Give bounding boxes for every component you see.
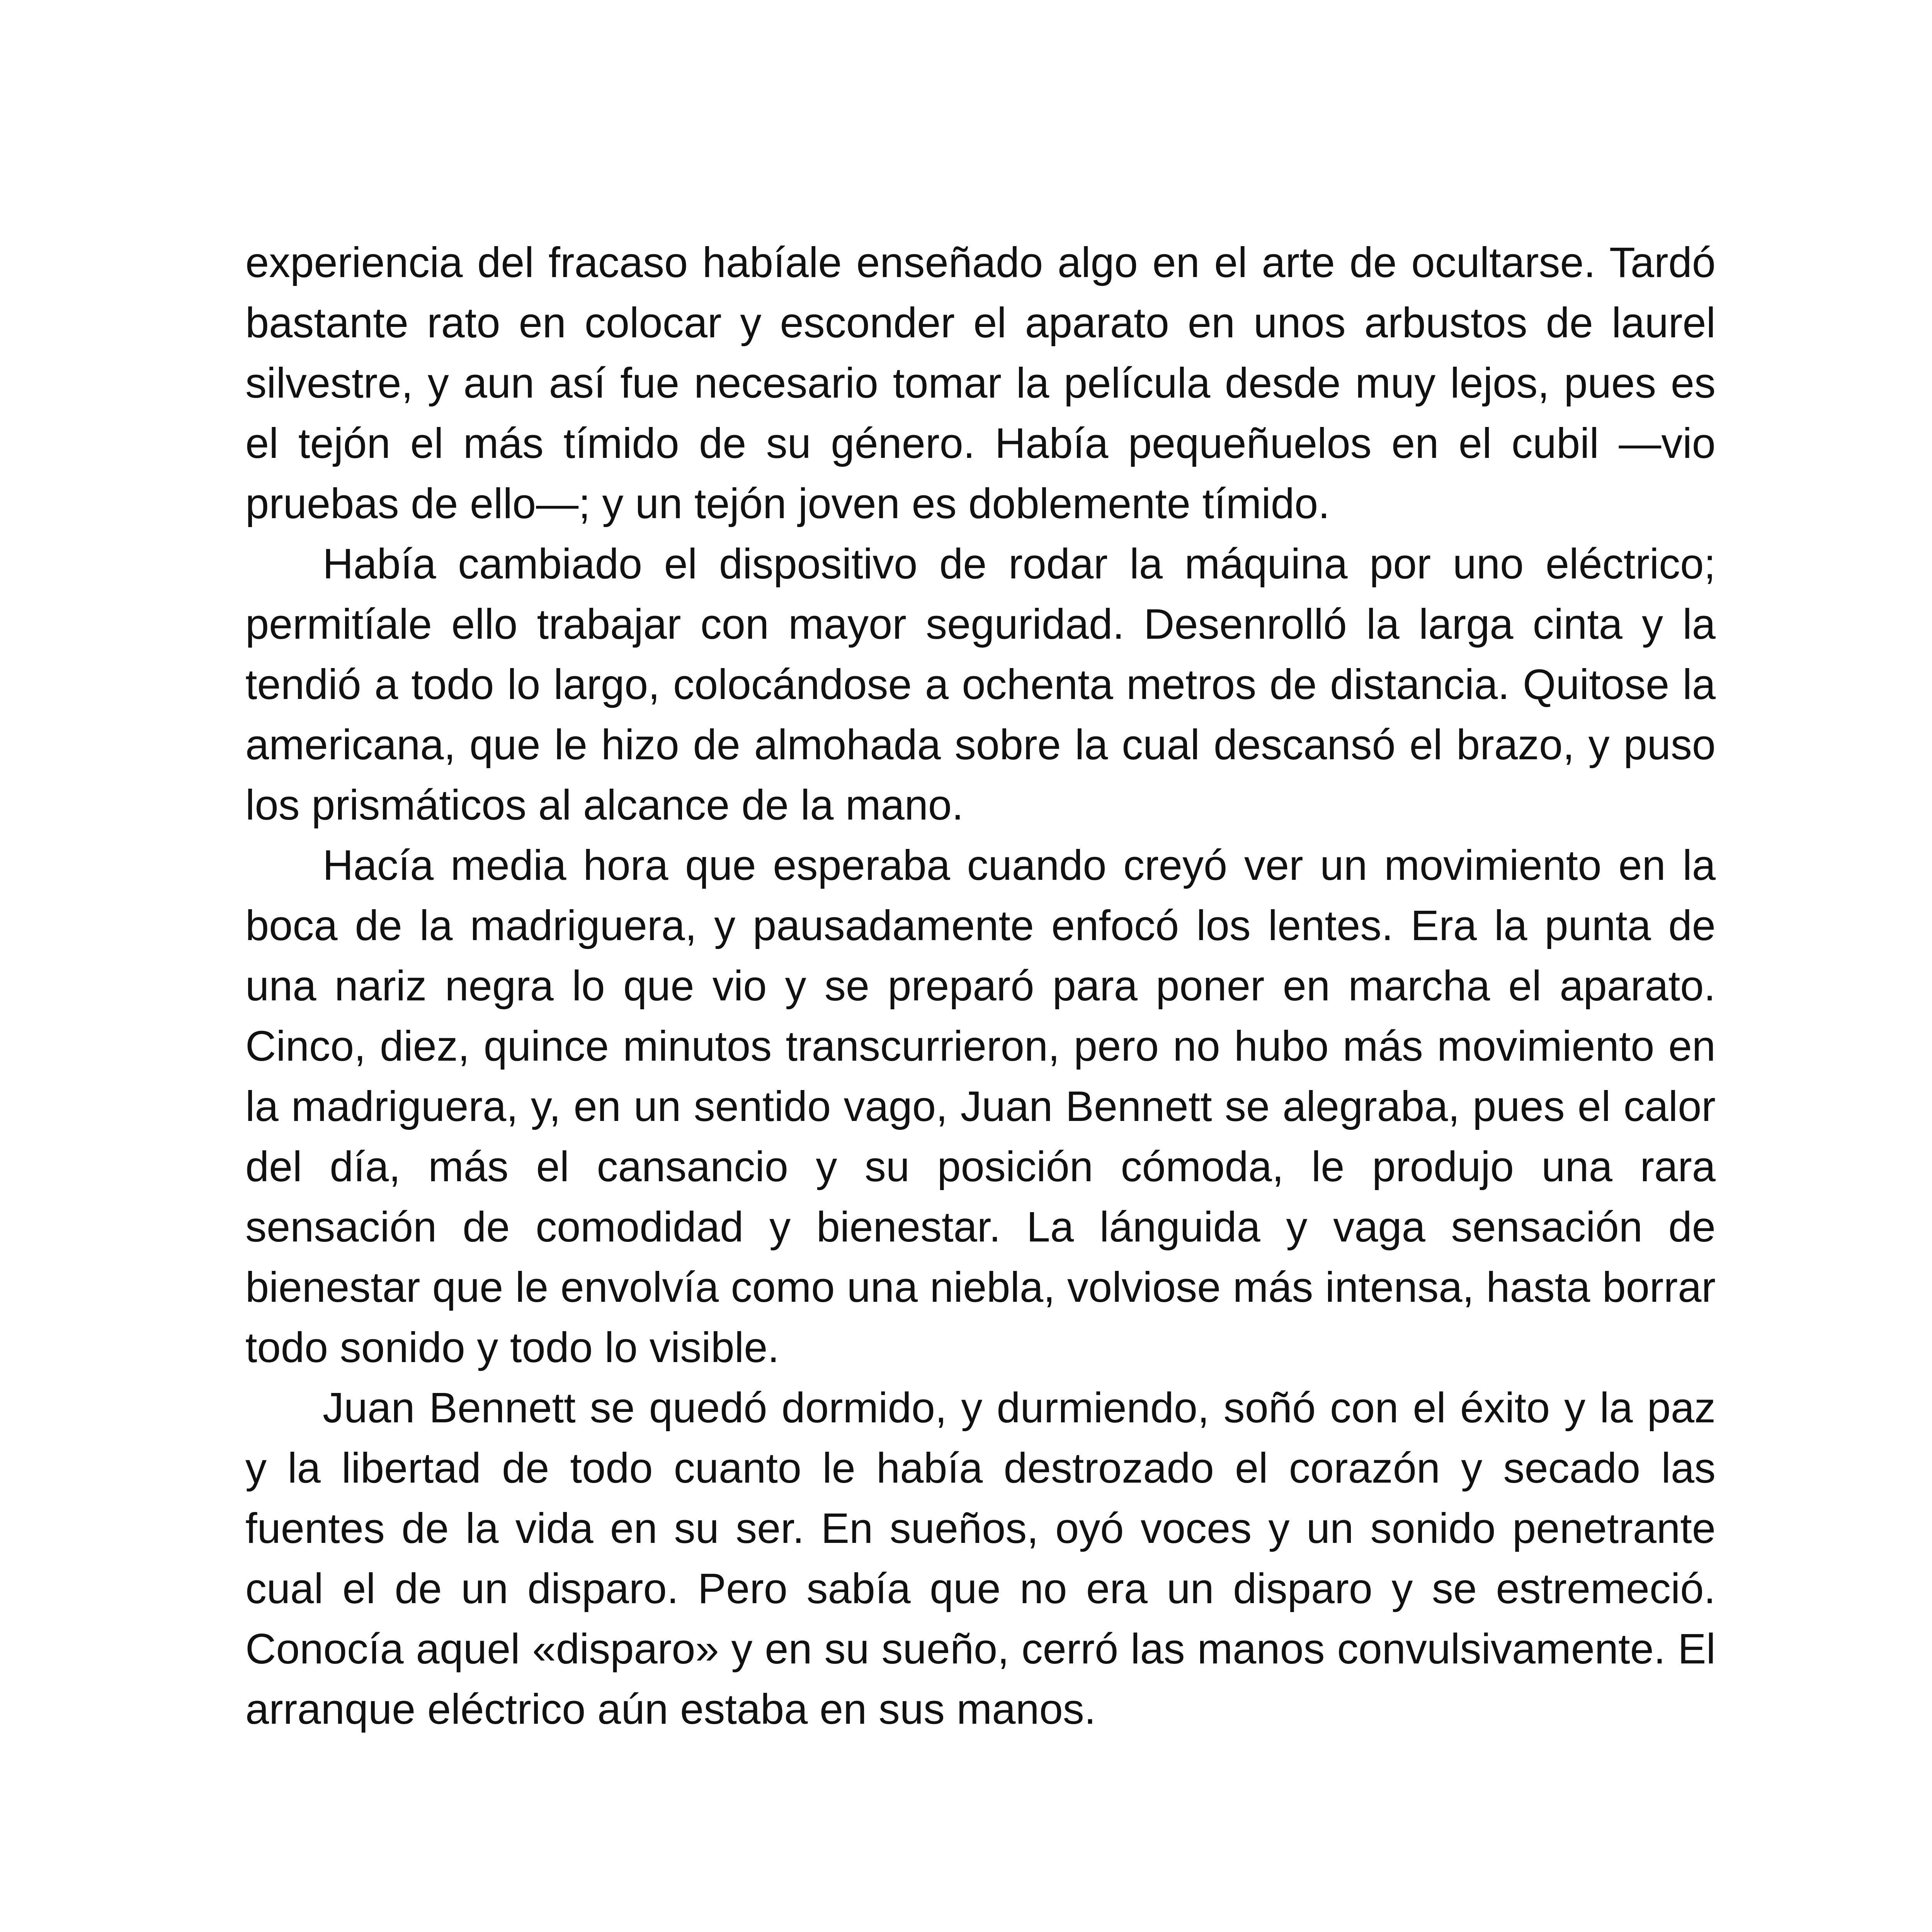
paragraph-3: Hacía media hora que esperaba cuando creyó ver un movimiento en la boca de la madriguera, y pausadamente enfocó los lentes. Era la punta de una nariz negra lo que vio y se preparó para poner en marcha el aparato. Cinco, diez, quince minutos transcurrieron, pero no hubo más movimiento en la madriguera, y, en un sentido vago, Juan Bennett se alegraba, pues el calor del día, más el cansancio y su posición cómoda, le produjo una rara sensación de comodidad y bienestar. La lánguida y vaga sensación de bienestar que le envolvía como una niebla, volviose más intensa, hasta borrar todo sonido y todo lo visible.: [245, 842, 1716, 1371]
text-block-top: [245, 233, 1716, 1740]
paragraph-1: experiencia del fracaso habíale enseñado algo en el arte de ocultarse. Tardó bastante rato en colocar y esconder el aparato en unos arbustos de laurel silvestre, y aun así fue necesario tomar la película desde muy lejos, pues es el tejón el más tímido de su género. Había pequeñuelos en el cubil —vio pruebas de ello—; y un tejón joven es doblemente tímido.: [245, 239, 1716, 527]
paragraph-4: Juan Bennett se quedó dormido, y durmiendo, soñó con el éxito y la paz y la libertad de todo cuanto le había destrozado el corazón y secado las fuentes de la vida en su ser. En sueños, oyó voces y un sonido penetrante cual el de un disparo. Pero sabía que no era un disparo y se estremeció. Conocía aquel «disparo» y en su sueño, cerró las manos convulsivamente. El arranque eléctrico aún estaba en sus manos.: [245, 1384, 1716, 1733]
paragraph-2: Había cambiado el dispositivo de rodar la máquina por uno eléctrico; permitíale ello trabajar con mayor seguridad. Desenrolló la larga cinta y la tendió a todo lo largo, colocándose a ochenta metros de distancia. Quitose la americana, que le hizo de almohada sobre la cual descansó el brazo, y puso los prismáticos al alcance de la mano.: [245, 540, 1716, 829]
